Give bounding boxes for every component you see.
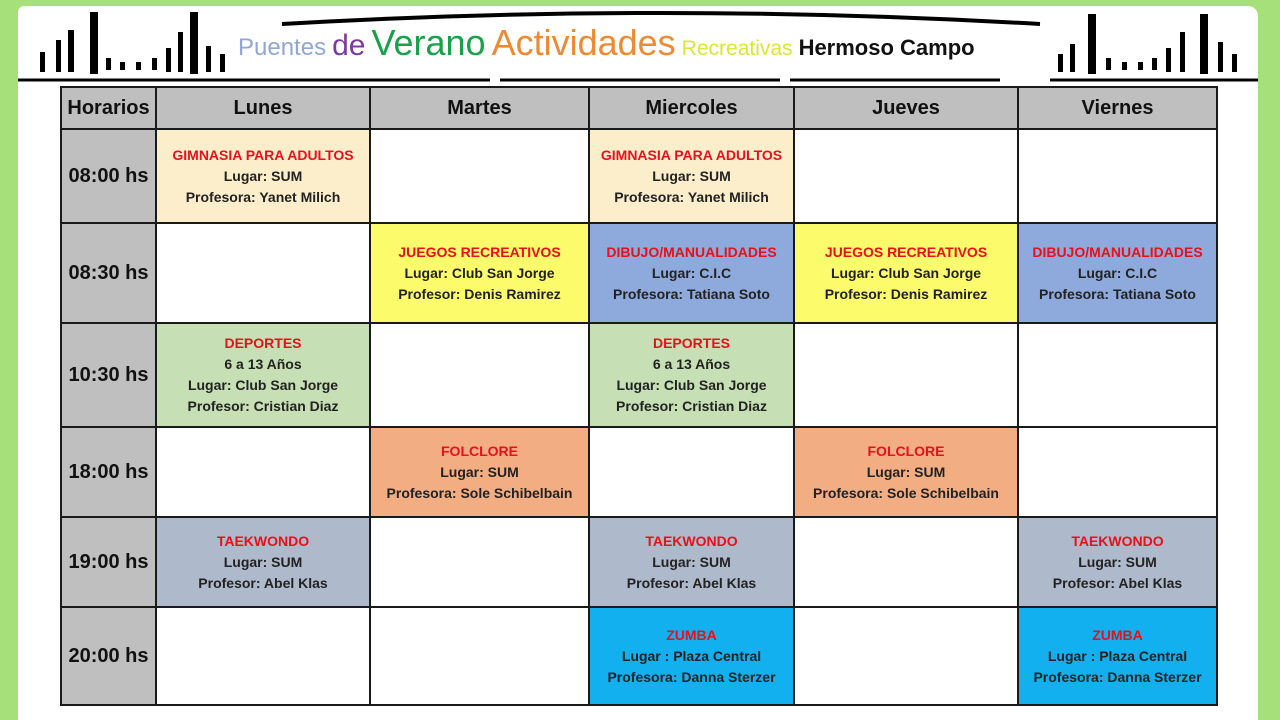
- time-cell: 08:00 hs: [61, 129, 156, 223]
- activity-info: [1019, 531, 1216, 594]
- activity-detail: Lugar : Plaza Central: [621, 647, 762, 664]
- activity-name: ZUMBA: [1092, 626, 1143, 643]
- activity-detail: Profesor: Cristian Diaz: [187, 398, 339, 414]
- activity-name: TAEKWONDO: [216, 532, 310, 549]
- activity-detail: Lugar: SUM: [866, 463, 946, 480]
- empty-cell: [1018, 129, 1217, 223]
- header-horarios: Horarios: [61, 87, 156, 129]
- activity-detail: Profesora: Danna Sterzer: [1033, 668, 1202, 685]
- empty-cell: [589, 427, 794, 517]
- bridge-icon: [40, 12, 225, 74]
- empty-cell: [794, 517, 1018, 607]
- activity-info: [371, 242, 588, 305]
- empty-cell: [156, 223, 370, 323]
- activity-cell: [589, 517, 794, 607]
- title-part-recreativas: Recreativas: [681, 37, 793, 60]
- activity-cell: [794, 427, 1018, 517]
- title-part-location: Hermoso Campo: [798, 35, 975, 60]
- activity-cell: [1018, 223, 1217, 323]
- activity-name: FOLCLORE: [441, 442, 518, 459]
- header-viernes: Viernes: [1018, 87, 1217, 129]
- activity-detail: Lugar: Club San Jorge: [830, 264, 982, 281]
- activity-detail: Lugar: C.I.C: [1077, 264, 1158, 281]
- activity-cell: [370, 223, 589, 323]
- empty-cell: [370, 129, 589, 223]
- activity-info: [590, 625, 793, 688]
- time-cell: 20:00 hs: [61, 607, 156, 705]
- activity-detail: Lugar: SUM: [652, 167, 731, 184]
- schedule-row: [61, 223, 1217, 323]
- schedule-row: [61, 607, 1217, 705]
- activity-info: [157, 333, 369, 417]
- activity-detail: Lugar: SUM: [440, 463, 519, 480]
- activity-detail: Profesor: Abel Klas: [1052, 574, 1183, 591]
- activity-info: [590, 333, 793, 417]
- activity-detail: Lugar: SUM: [223, 553, 303, 570]
- schedule-row: [61, 427, 1217, 517]
- activity-detail: Profesora: Tatiana Soto: [1039, 285, 1196, 302]
- empty-cell: [794, 607, 1018, 705]
- activity-cell: [1018, 607, 1217, 705]
- empty-cell: [1018, 323, 1217, 427]
- activity-name: DIBUJO/MANUALIDADES: [606, 243, 777, 260]
- activity-detail: Profesor: Cristian Diaz: [616, 398, 767, 414]
- activity-detail: Lugar: SUM: [223, 167, 303, 184]
- title-part-puentes: Puentes: [238, 34, 327, 61]
- activity-cell: [156, 323, 370, 427]
- activity-info: [590, 531, 793, 594]
- activity-detail: Lugar: C.I.C: [651, 264, 732, 281]
- time-cell: 08:30 hs: [61, 223, 156, 323]
- activity-name: JUEGOS RECREATIVOS: [398, 243, 561, 260]
- activity-info: [795, 242, 1017, 305]
- empty-cell: [156, 607, 370, 705]
- header-lunes: Lunes: [156, 87, 370, 129]
- activity-detail: Profesora: Yanet Milich: [614, 188, 769, 205]
- activity-cell: [589, 323, 794, 427]
- activity-name: GIMNASIA PARA ADULTOS: [600, 146, 783, 163]
- activity-info: [371, 441, 588, 504]
- activity-detail: Profesora: Yanet Milich: [185, 188, 341, 205]
- header-martes: Martes: [370, 87, 589, 129]
- activity-info: [795, 441, 1017, 504]
- activity-name: DEPORTES: [224, 335, 302, 351]
- schedule-row: [61, 129, 1217, 223]
- activity-detail: Profesor: Denis Ramirez: [398, 285, 561, 302]
- activity-detail: Profesora: Danna Sterzer: [607, 668, 776, 685]
- empty-cell: [156, 427, 370, 517]
- activity-detail: Profesor: Abel Klas: [626, 574, 757, 591]
- activity-name: GIMNASIA PARA ADULTOS: [172, 146, 354, 163]
- activity-detail: Lugar: Club San Jorge: [187, 377, 339, 393]
- activity-name: JUEGOS RECREATIVOS: [824, 243, 988, 260]
- activity-detail: Profesora: Sole Schibelbain: [813, 484, 999, 501]
- activity-detail: Profesora: Tatiana Soto: [613, 285, 770, 302]
- activity-info: [590, 145, 793, 208]
- activity-cell: [794, 223, 1018, 323]
- empty-cell: [370, 323, 589, 427]
- activity-detail: 6 a 13 Años: [652, 356, 731, 372]
- activity-name: TAEKWONDO: [645, 532, 738, 549]
- activity-cell: [589, 607, 794, 705]
- empty-cell: [1018, 427, 1217, 517]
- empty-cell: [370, 517, 589, 607]
- activity-info: [1019, 625, 1216, 688]
- schedule-row: [61, 517, 1217, 607]
- activity-detail: Lugar: Club San Jorge: [404, 264, 555, 281]
- activity-cell: [370, 427, 589, 517]
- activity-detail: Profesor: Denis Ramirez: [824, 285, 988, 302]
- empty-cell: [794, 129, 1018, 223]
- activity-detail: Lugar: SUM: [1078, 553, 1157, 570]
- title-part-de: de: [332, 29, 366, 62]
- header-miercoles: Miercoles: [589, 87, 794, 129]
- title-part-actividades: Actividades: [491, 22, 676, 63]
- activity-cell: [156, 517, 370, 607]
- bridge-icon: [1058, 14, 1237, 74]
- time-cell: 19:00 hs: [61, 517, 156, 607]
- activity-name: TAEKWONDO: [1071, 532, 1164, 549]
- title-part-verano: Verano: [371, 22, 486, 63]
- activity-detail: Lugar: SUM: [652, 553, 731, 570]
- time-cell: 18:00 hs: [61, 427, 156, 517]
- page-title: [238, 22, 975, 72]
- activity-detail: Lugar : Plaza Central: [1047, 647, 1188, 664]
- activity-detail: Lugar: Club San Jorge: [616, 377, 767, 393]
- activity-name: DEPORTES: [652, 335, 730, 351]
- schedule-row: [61, 323, 1217, 427]
- schedule-table: [60, 86, 1218, 706]
- empty-cell: [794, 323, 1018, 427]
- activity-info: [1019, 242, 1216, 305]
- activity-info: [590, 242, 793, 305]
- activity-name: ZUMBA: [666, 626, 717, 643]
- activity-cell: [156, 129, 370, 223]
- activity-cell: [589, 129, 794, 223]
- activity-cell: [1018, 517, 1217, 607]
- empty-cell: [370, 607, 589, 705]
- header-jueves: Jueves: [794, 87, 1018, 129]
- activity-detail: Profesor: Abel Klas: [198, 574, 328, 591]
- activity-name: DIBUJO/MANUALIDADES: [1032, 243, 1203, 260]
- activity-detail: Profesora: Sole Schibelbain: [386, 484, 573, 501]
- activity-detail: 6 a 13 Años: [224, 356, 302, 372]
- activity-info: [157, 531, 369, 594]
- activity-cell: [589, 223, 794, 323]
- activity-info: [157, 145, 369, 208]
- header-row: [61, 87, 1217, 129]
- time-cell: 10:30 hs: [61, 323, 156, 427]
- activity-name: FOLCLORE: [867, 442, 945, 459]
